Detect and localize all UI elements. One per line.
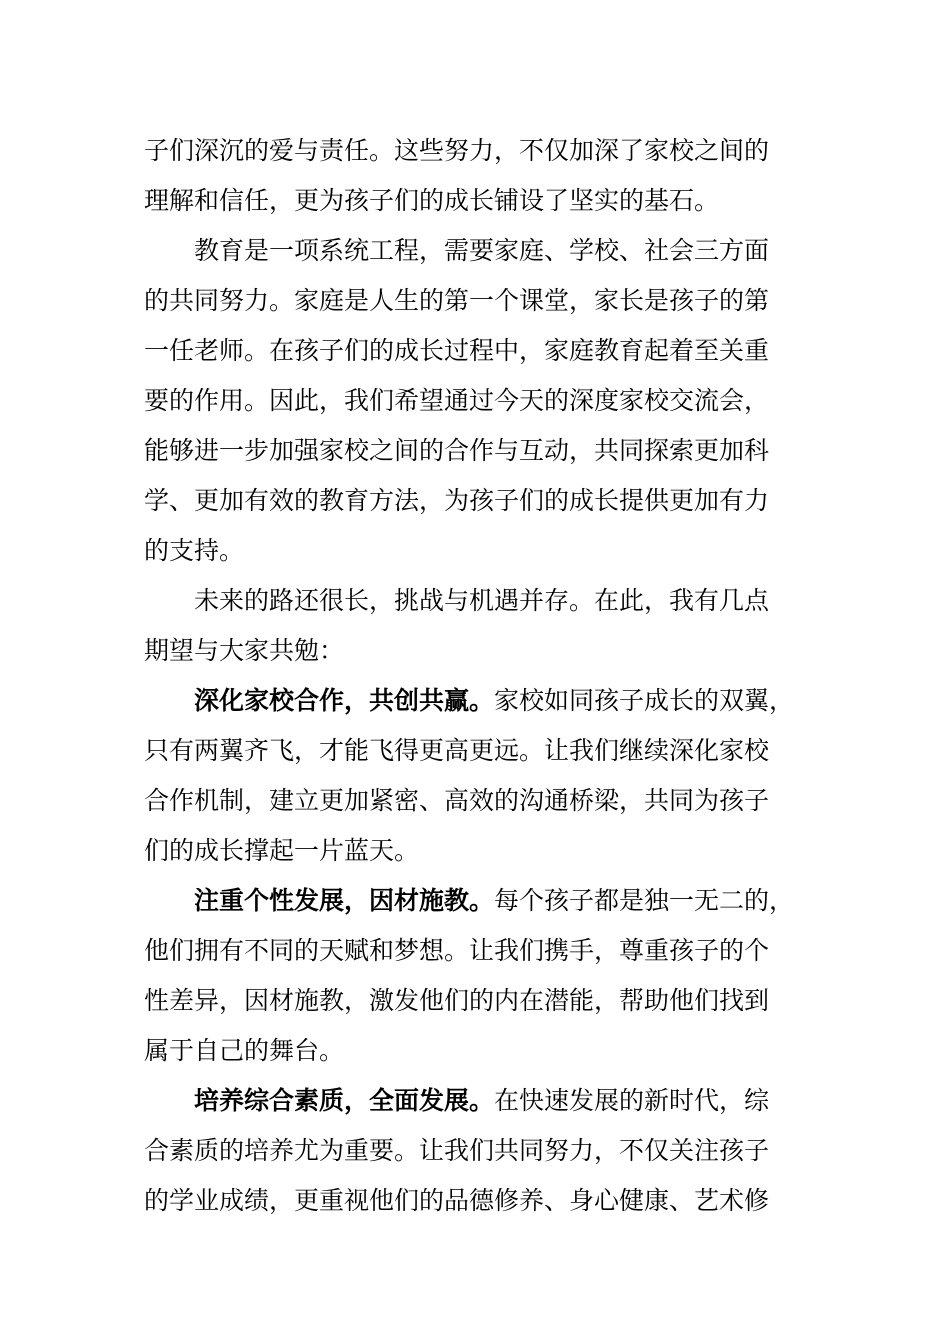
text-line: 理解和信任，更为孩子们的成长铺设了坚实的基石。 bbox=[144, 186, 720, 215]
bold-heading: 深化家校合作，共创共赢。 bbox=[194, 686, 495, 715]
text-line: 的支持。 bbox=[144, 536, 245, 565]
text-line: 只有两翼齐飞，才能飞得更高更远。让我们继续深化家校 bbox=[144, 736, 770, 765]
text-run: 家校如同孩子成长的双翼， bbox=[494, 686, 795, 715]
text-line: 性差异，因材施教，激发他们的内在潜能，帮助他们找到 bbox=[144, 986, 770, 1015]
text-line: 要的作用。因此，我们希望通过今天的深度家校交流会， bbox=[144, 386, 770, 415]
text-run: 每个孩子都是独一无二的， bbox=[494, 886, 795, 915]
text-line: 期望与大家共勉： bbox=[144, 636, 345, 665]
paragraph-first-line bbox=[144, 876, 834, 926]
paragraph-first-line: 教育是一项系统工程，需要家庭、学校、社会三方面 bbox=[194, 236, 770, 265]
bold-heading: 培养综合素质，全面发展。 bbox=[194, 1086, 495, 1115]
document-body bbox=[144, 126, 834, 1226]
text-run: 在快速发展的新时代，综 bbox=[494, 1086, 770, 1115]
text-line: 合作机制，建立更加紧密、高效的沟通桥梁，共同为孩子 bbox=[144, 786, 770, 815]
text-line: 他们拥有不同的天赋和梦想。让我们携手，尊重孩子的个 bbox=[144, 936, 770, 965]
text-line: 能够进一步加强家校之间的合作与互动，共同探索更加科 bbox=[144, 436, 770, 465]
text-line: 合素质的培养尤为重要。让我们共同努力，不仅关注孩子 bbox=[144, 1136, 770, 1165]
bold-heading: 注重个性发展，因材施教。 bbox=[194, 886, 495, 915]
text-line: 学、更加有效的教育方法，为孩子们的成长提供更加有力 bbox=[144, 486, 770, 515]
text-line: 的共同努力。家庭是人生的第一个课堂，家长是孩子的第 bbox=[144, 286, 770, 315]
text-line: 属于自己的舞台。 bbox=[144, 1036, 345, 1065]
text-line: 一任老师。在孩子们的成长过程中，家庭教育起着至关重 bbox=[144, 336, 770, 365]
text-line: 们的成长撑起一片蓝天。 bbox=[144, 836, 420, 865]
paragraph-first-line: 未来的路还很长，挑战与机遇并存。在此，我有几点 bbox=[194, 586, 770, 615]
paragraph-first-line bbox=[144, 676, 834, 726]
paragraph-first-line bbox=[144, 1076, 834, 1126]
text-line: 的学业成绩，更重视他们的品德修养、身心健康、艺术修 bbox=[144, 1186, 770, 1215]
text-line: 子们深沉的爱与责任。这些努力，不仅加深了家校之间的 bbox=[144, 136, 770, 165]
